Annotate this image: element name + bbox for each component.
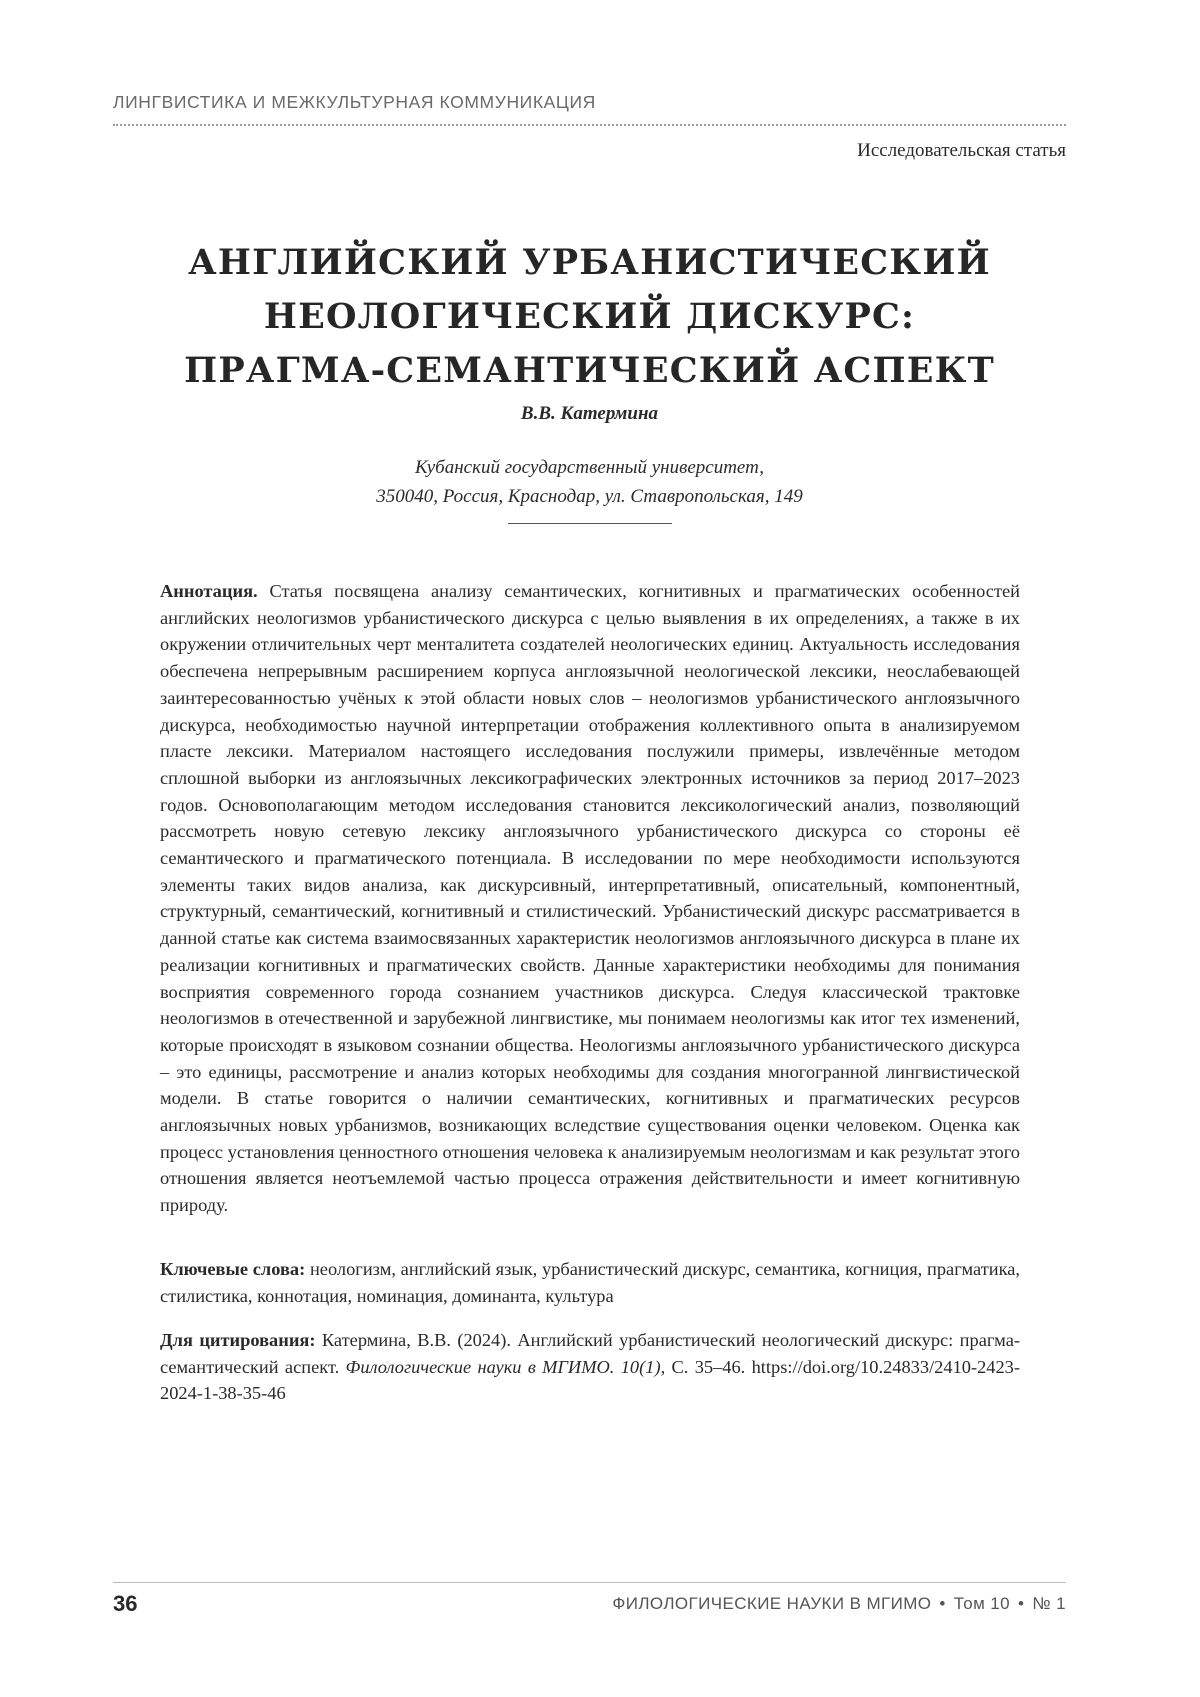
journal-name: ФИЛОЛОГИЧЕСКИЕ НАУКИ В МГИМО: [612, 1594, 932, 1613]
abstract-label: Аннотация.: [160, 581, 258, 601]
article-type-label: Исследовательская статья: [857, 140, 1066, 161]
title-line-1: АНГЛИЙСКИЙ УРБАНИСТИЧЕСКИЙ: [188, 242, 991, 283]
title-line-2: НЕОЛОГИЧЕСКИЙ ДИСКУРС:: [263, 296, 916, 337]
author-name: В.В. Катермина: [520, 403, 659, 424]
journal-footer: [612, 1594, 1066, 1614]
section-header: ЛИНГВИСТИКА И МЕЖКУЛЬТУРНАЯ КОММУНИКАЦИЯ: [113, 92, 596, 112]
footer-separator: •: [939, 1594, 946, 1613]
abstract: [160, 578, 1020, 1219]
journal-volume: Том 10: [953, 1594, 1011, 1613]
keywords-label: Ключевые слова:: [160, 1259, 306, 1279]
citation-text: Катермина, В.В. (2024). Английский урбанистический неологический дискурс: прагма-семантический аспект.: [160, 1330, 1020, 1377]
citation: [160, 1327, 1020, 1407]
header-divider: [113, 124, 1066, 126]
keywords: [160, 1256, 1020, 1309]
affiliation-divider: [508, 523, 672, 524]
page-number: 36: [113, 1591, 138, 1616]
citation-pages-doi: С. 35–46. https://doi.org/10.24833/2410-2423-2024-1-38-35-46: [160, 1356, 1020, 1404]
keywords-text: неологизм, английский язык, урбанистический дискурс, семантика, когниция, прагматика, стилистика, коннотация, номинация, доминанта, культура: [160, 1259, 1021, 1306]
affiliation-line-1: Кубанский государственный университет,: [414, 457, 765, 478]
title-line-3: ПРАГМА-СЕМАНТИЧЕСКИЙ АСПЕКТ: [184, 350, 995, 391]
author-affiliation: [113, 453, 1066, 511]
footer-divider: [113, 1582, 1066, 1583]
footer-separator: •: [1018, 1594, 1025, 1613]
citation-journal: Филологические науки в МГИМО. 10(1),: [345, 1356, 666, 1377]
article-title: [113, 236, 1066, 398]
citation-label: Для цитирования:: [160, 1330, 316, 1350]
abstract-text: Статья посвящена анализу семантических, когнитивных и прагматических особенностей английских неологизмов урбанистического дискурса с целью выявления в их определениях, а также в их окружении отличительных черт менталитета создателей неологических единиц. Актуальность исследования обеспечена непрерывным расширением корпуса англоязычной неологической лексики, неослабевающей заинтересованностью учёных к этой области новых слов – неологизмов урбанистического англоязычного дискурса, необходимостью научной интерпретации отображения коллективного опыта в анализируемом пласте лексики. Материалом настоящего исследования послужили примеры, извлечённые методом сплошной выборки из англоязычных лексикографических электронных источников за период 2017–2023 годов. Основополагающим методом исследования становится лексикологический анализ, позволяющий рассмотреть новую сетевую лексику англоязычного урбанистического дискурса со стороны её семантического и прагматического потенциала. В исследовании по мере необходимости используются элементы таких видов анализа, как дискурсивный, интерпретативный, описательный, компонентный, структурный, семантический, когнитивный и стилистический. Урбанистический дискурс рассматривается в данной статье как система взаимосвязанных характеристик неологизмов англоязычного дискурса в плане их реализации когнитивных и прагматических свойств. Данные характеристики необходимы для понимания восприятия современного города сознанием участников дискурса. Следуя классической трактовке неологизмов в отечественной и зарубежной лингвистике, мы понимаем неологизмы как итог тех изменений, которые происходят в языковом сознании общества. Неологизмы англоязычного урбанистического дискурса – это единицы, рассмотрение и анализ которых необходимы для создания многогранной лингвистической модели. В статье говорится о наличии семантических, когнитивных и прагматических ресурсов англоязычных новых урбанизмов, возникающих вследствие существования оценки человеком. Оценка как процесс установления ценностного отношения человека к анализируемым неологизмам и как результат этого отношения является неотъемлемой частью процесса отражения действительности и имеет когнитивную природу.: [160, 581, 1020, 1216]
affiliation-line-2: 350040, Россия, Краснодар, ул. Ставропольская, 149: [376, 486, 803, 507]
journal-issue: № 1: [1032, 1594, 1066, 1613]
